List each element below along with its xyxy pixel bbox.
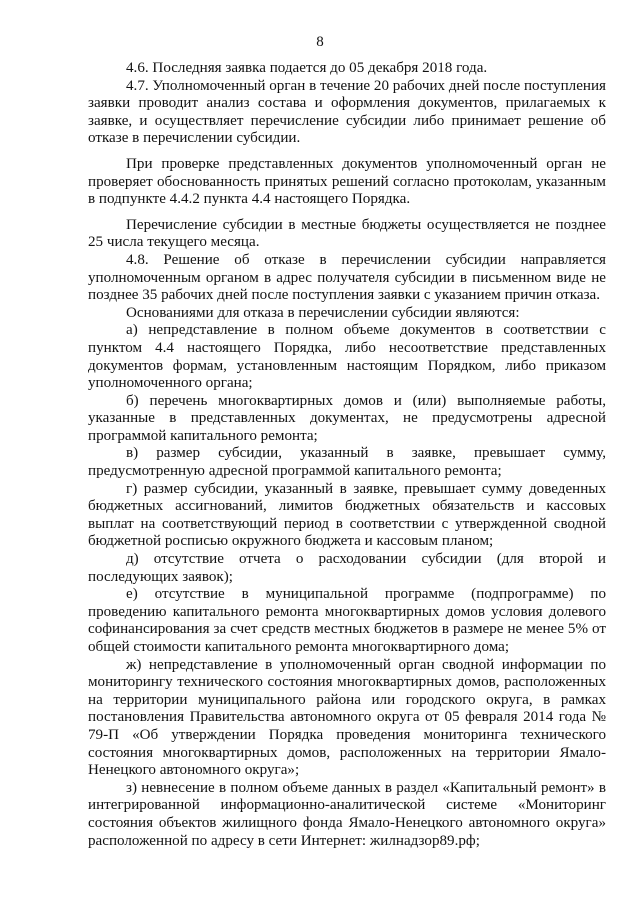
list-item-v: в) размер субсидии, указанный в заявке, превышает сумму, предусмотренную адресной программой капитального ремонта; — [88, 445, 606, 480]
list-item-d: д) отсутствие отчета о расходовании субсидии (для второй и последующих заявок); — [88, 551, 606, 585]
paragraph-4-7: 4.7. Уполномоченный орган в течение 20 рабочих дней после поступления заявки проводит анализ состава и оформления документов, прилагаемых к заявке, и осуществляет перечисление субсидии либо принимает решение об отказе в перечислении субсидии. — [88, 77, 606, 147]
list-item-zh: ж) непредставление в уполномоченный орган сводной информации по мониторингу технического состояния многоквартирных домов, расположенных на территории муниципального района или городского округа, в рамках постановления Правительства автономного округа от 05 февраля 2014 года № 79-П «Об утверждении Порядка проведения мониторинга технического состояния многоквартирных домов, расположенных на территории Ямало-Ненецкого автономного округа»; — [88, 656, 606, 779]
document-body — [88, 60, 606, 850]
paragraph-refusal-grounds-intro: Основаниями для отказа в перечислении субсидии являются: — [126, 304, 520, 321]
list-item-e: е) отсутствие в муниципальной программе (подпрограмме) по проведению капитального ремонта многоквартирных домов условия долевого софинансирования за счет средств местных бюджетов в размере не менее 5% от общей стоимости капитального ремонта многоквартирного дома; — [88, 586, 606, 655]
list-item-g: г) размер субсидии, указанный в заявке, превышает сумму доведенных бюджетных ассигнований, лимитов бюджетных обязательств и кассовых выплат на соответствующий период в соответствии с утвержденной сводной бюджетной росписью окружного бюджета и кассовым планом; — [88, 480, 606, 550]
paragraph-4-8: 4.8. Решение об отказе в перечислении субсидии направляется уполномоченным органом в адрес получателя субсидии в письменном виде не позднее 35 рабочих дней после поступления заявки с указанием причин отказа. — [88, 251, 606, 304]
list-item-a: а) непредставление в полном объеме документов в соответствии с пунктом 4.4 настоящего Порядка, либо несоответствие представленных документов формам, установленным настоящим Порядком, либо приказом уполномоченного органа; — [88, 322, 606, 392]
paragraph-document-check: При проверке представленных документов уполномоченный орган не проверяет обоснованность принятых решений согласно протоколам, указанным в подпункте 4.4.2 пункта 4.4 настоящего Порядка. — [88, 155, 606, 208]
list-item-b: б) перечень многоквартирных домов и (или) выполняемые работы, указанные в представленных документах, не предусмотрены адресной программой капитального ремонта; — [88, 392, 606, 444]
page-number: 8 — [316, 34, 324, 50]
list-item-z: з) невнесение в полном объеме данных в раздел «Капитальный ремонт» в интегрированной информационно-аналитической системе «Мониторинг состояния объектов жилищного фонда Ямало-Ненецкого автономного округа» расположенной по адресу в сети Интернет: жилнадзор89.рф; — [88, 779, 606, 849]
paragraph-transfer-deadline: Перечисление субсидии в местные бюджеты осуществляется не позднее 25 числа текущего месяца. — [88, 216, 606, 251]
paragraph-4-6: 4.6. Последняя заявка подается до 05 декабря 2018 года. — [126, 60, 488, 76]
